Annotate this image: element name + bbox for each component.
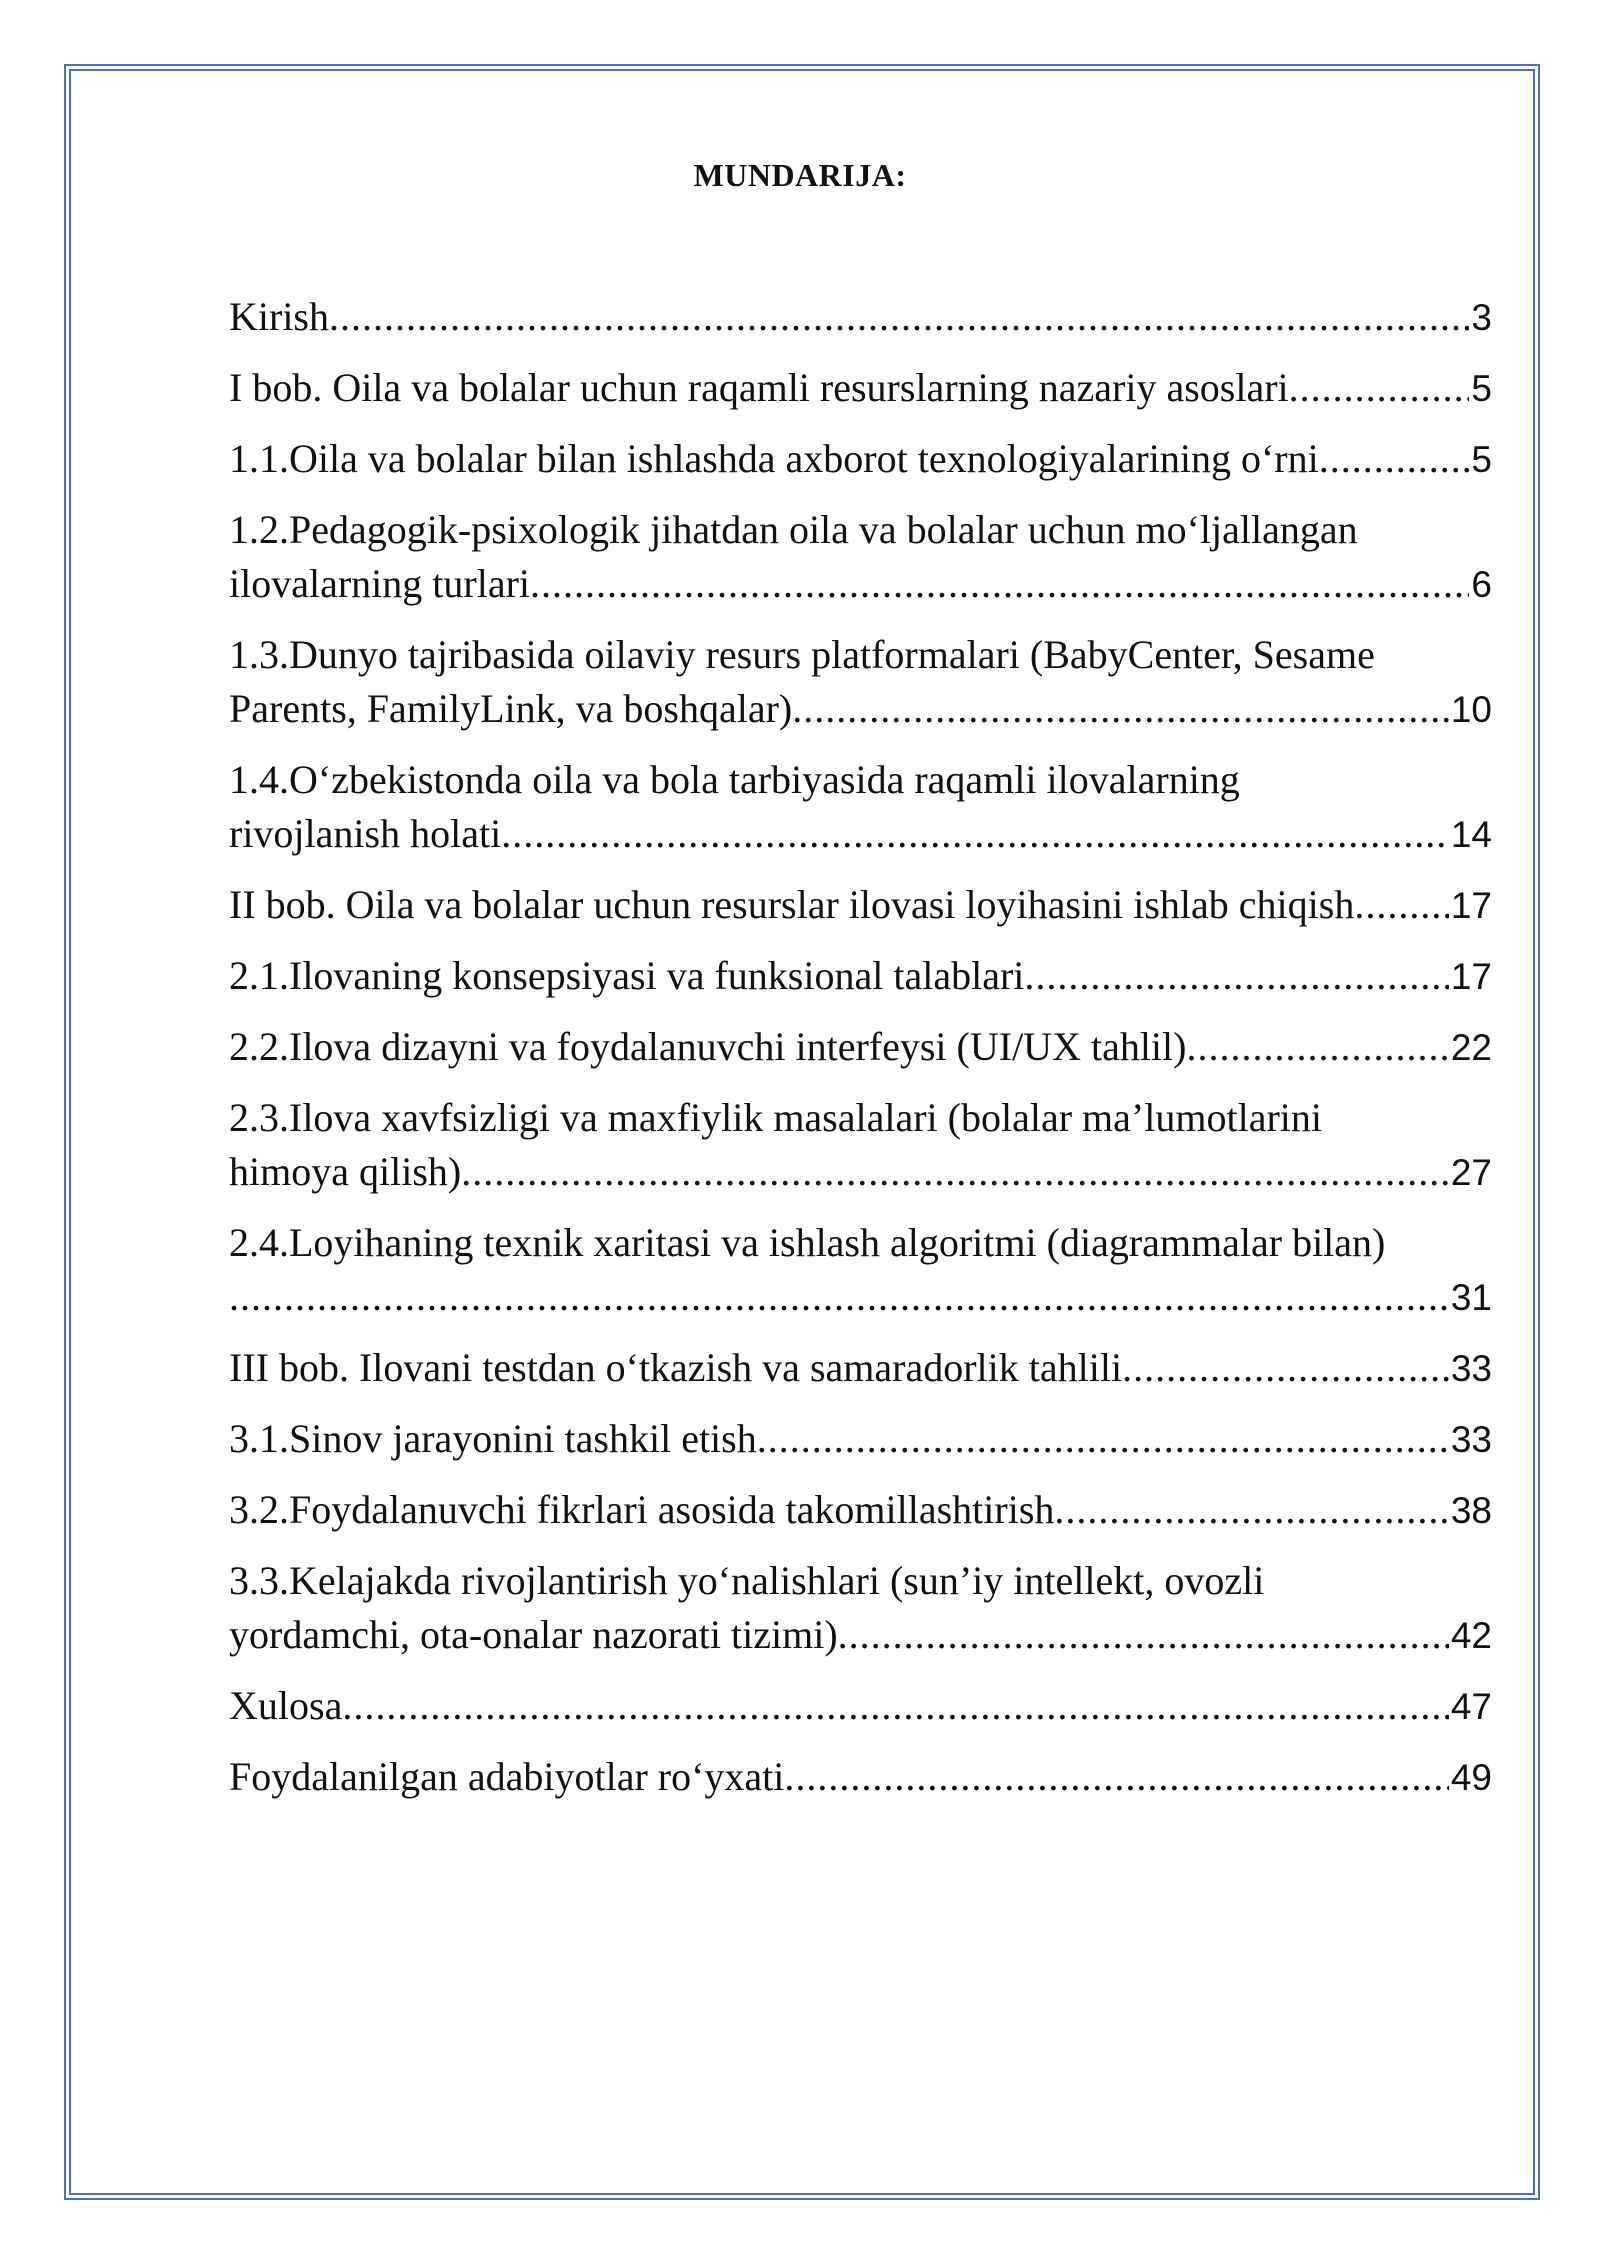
page-number: 22 <box>1450 1027 1492 1068</box>
toc-entry[interactable] <box>229 361 1492 416</box>
toc-entry-line <box>229 1608 1492 1663</box>
page-number: 6 <box>1471 564 1492 605</box>
toc-entry[interactable] <box>229 1554 1492 1663</box>
toc-entry[interactable] <box>229 1412 1492 1467</box>
page-number: 38 <box>1450 1490 1492 1531</box>
dot-leader <box>530 557 1469 611</box>
dot-leader <box>229 1270 1449 1324</box>
toc-entry-title-line: 2.2.Ilova dizayni va foydalanuvchi interfeysi (UI/UX tahlil) <box>229 1024 1187 1069</box>
toc-entry-title-line: 1.2.Pedagogik-psixologik jihatdan oila va bolalar uchun mo‘ljallangan <box>229 507 1358 552</box>
toc-entry[interactable] <box>229 503 1492 612</box>
toc-entry[interactable] <box>229 1341 1492 1396</box>
page-number: 33 <box>1450 1348 1492 1389</box>
toc-entry-title-line: Xulosa <box>229 1683 343 1728</box>
toc-entry[interactable] <box>229 1091 1492 1200</box>
toc-entry[interactable] <box>229 1216 1492 1325</box>
toc-entry[interactable] <box>229 432 1492 487</box>
toc-entry[interactable] <box>229 1483 1492 1538</box>
page-number: 5 <box>1471 439 1492 480</box>
toc-entry-line <box>229 361 1492 416</box>
dot-leader <box>1024 949 1448 1003</box>
toc-entry-title-line: Kirish <box>229 294 329 339</box>
toc-entry-title-line: 1.3.Dunyo tajribasida oilaviy resurs platformalari (BabyCenter, Sesame <box>229 632 1375 677</box>
toc-entry-title-line: 3.2.Foydalanuvchi fikrlari asosida takomillashtirish <box>229 1487 1055 1532</box>
dot-leader <box>784 1750 1448 1804</box>
dot-leader <box>1289 361 1470 415</box>
dot-leader <box>792 682 1449 736</box>
toc-entry[interactable] <box>229 290 1492 345</box>
toc-entry-line <box>229 1412 1492 1467</box>
toc-entry-title-line: himoya qilish) <box>229 1149 462 1194</box>
page-number: 3 <box>1471 297 1492 338</box>
toc-entry-line <box>229 682 1492 737</box>
toc-entry-line <box>229 1341 1492 1396</box>
toc-entry-title-line: II bob. Oila va bolalar uchun resurslar ilovasi loyihasini ishlab chiqish <box>229 882 1355 927</box>
toc-entry-line <box>229 1270 1492 1325</box>
page-title: MUNDARIJA: <box>693 157 907 193</box>
page-number: 10 <box>1450 689 1492 730</box>
page-number: 42 <box>1450 1615 1492 1656</box>
page-number: 17 <box>1450 956 1492 997</box>
dot-leader <box>329 290 1469 344</box>
page-number: 27 <box>1450 1152 1492 1193</box>
toc-entry-title-line: 2.1.Ilovaning konsepsiyasi va funksional talablari <box>229 953 1025 998</box>
toc-entry-line <box>229 1020 1492 1075</box>
toc-entry-line <box>229 949 1492 1004</box>
page-number: 47 <box>1450 1686 1492 1727</box>
toc-entry[interactable] <box>229 949 1492 1004</box>
toc-entry-title-line: 3.1.Sinov jarayonini tashkil etish <box>229 1416 757 1461</box>
toc-entry[interactable] <box>229 1750 1492 1805</box>
toc-entry-line <box>229 290 1492 345</box>
dot-leader <box>342 1679 1449 1733</box>
page-number: 49 <box>1450 1757 1492 1798</box>
toc-entry-line <box>229 1145 1492 1200</box>
toc-entry-line <box>229 1750 1492 1805</box>
dot-leader <box>1354 878 1449 932</box>
toc-entry[interactable] <box>229 628 1492 737</box>
toc-entry-title-line: ilovalarning turlari <box>229 561 531 606</box>
toc-entry-title-line: 1.1.Oila va bolalar bilan ishlashda axborot texnologiyalarining o‘rni <box>229 436 1319 481</box>
toc-entry-title-line: 1.4.O‘zbekistonda oila va bola tarbiyasida raqamli ilovalarning <box>229 757 1240 802</box>
toc-entry-title-line: Parents, FamilyLink, va boshqalar) <box>229 686 793 731</box>
toc-entry-title-line: I bob. Oila va bolalar uchun raqamli resurslarning nazariy asoslari <box>229 365 1289 410</box>
toc-entry-title-line: III bob. Ilovani testdan o‘tkazish va samaradorlik tahlili <box>229 1345 1123 1390</box>
toc-entry-title-line: 2.4.Loyihaning texnik xaritasi va ishlash algoritmi (diagrammalar bilan) <box>229 1220 1386 1265</box>
page-number: 31 <box>1450 1277 1492 1318</box>
dot-leader <box>1122 1341 1449 1395</box>
toc-entry-title-line: yordamchi, ota-onalar nazorati tizimi) <box>229 1612 838 1657</box>
toc-entry-title-line: Foydalanilgan adabiyotlar ro‘yxati <box>229 1754 785 1799</box>
toc-entry-line <box>229 557 1492 612</box>
toc-entry[interactable] <box>229 1020 1492 1075</box>
toc-entry-title-line: 3.3.Kelajakda rivojlantirish yo‘nalishlari (sun’iy intellekt, ovozli <box>229 1558 1265 1603</box>
page-number: 14 <box>1450 814 1492 855</box>
page-number: 17 <box>1450 885 1492 926</box>
toc-entry[interactable] <box>229 878 1492 933</box>
dot-leader <box>757 1412 1449 1466</box>
toc-entry-title-line: 2.3.Ilova xavfsizligi va maxfiylik masalalari (bolalar ma’lumotlarini <box>229 1095 1322 1140</box>
dot-leader <box>1186 1020 1448 1074</box>
toc-entry-line <box>229 807 1492 862</box>
dot-leader <box>1054 1483 1448 1537</box>
dot-leader <box>838 1608 1449 1662</box>
table-of-contents <box>229 290 1492 1821</box>
toc-entry-line <box>229 878 1492 933</box>
toc-entry-line <box>229 1483 1492 1538</box>
dot-leader <box>501 807 1449 861</box>
toc-entry[interactable] <box>229 1679 1492 1734</box>
toc-entry-title-line: rivojlanish holati <box>229 811 502 856</box>
page-number: 5 <box>1471 368 1492 409</box>
dot-leader <box>1319 432 1470 486</box>
toc-entry-line <box>229 1679 1492 1734</box>
toc-entry-line <box>229 432 1492 487</box>
dot-leader <box>461 1145 1449 1199</box>
page-number: 33 <box>1450 1419 1492 1460</box>
toc-entry[interactable] <box>229 753 1492 862</box>
